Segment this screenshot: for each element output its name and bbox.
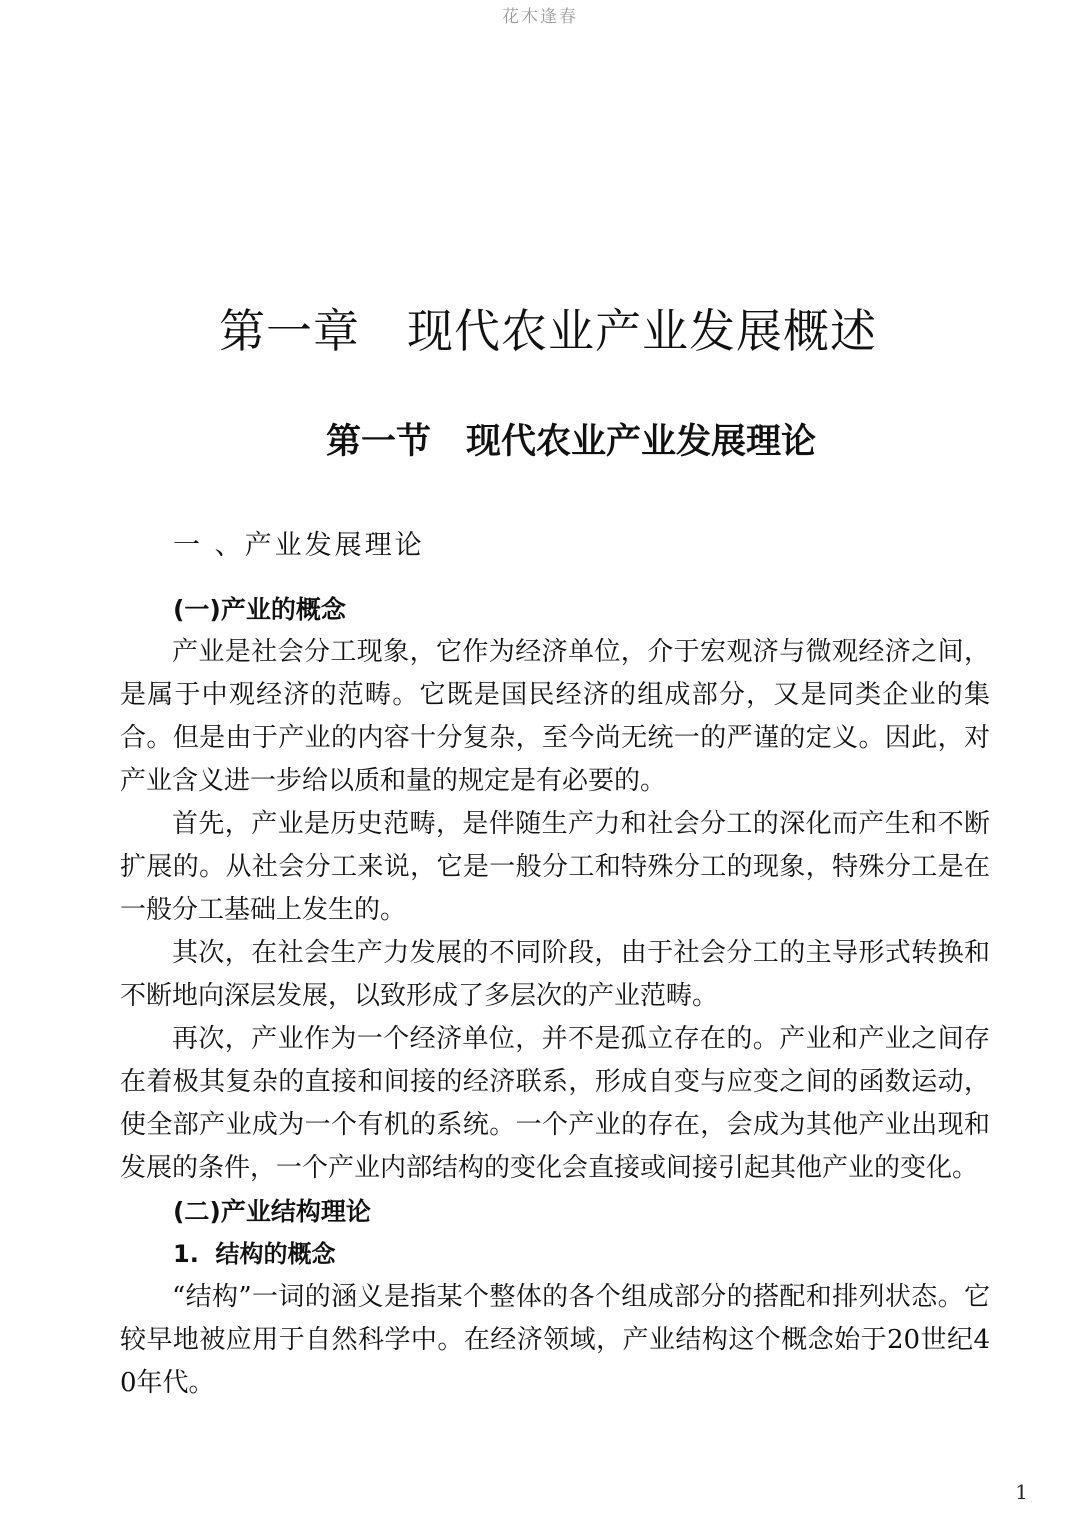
- paragraph: 产业是社会分工现象，它作为经济单位，介于宏观济与微观经济之间，是属于中观经济的范畴。它既是国民经济的组成部分，又是同类企业的集合。但是由于产业的内容十分复杂，至今尚无统一的严谨的定义。因此，对产业含义进一步给以质和量的规定是有必要的。: [120, 637, 990, 796]
- section-title: 第一节 现代农业产业发展理论: [325, 422, 816, 462]
- watermark: 花木逢春: [502, 7, 578, 27]
- paragraph: 再次，产业作为一个经济单位，并不是孤立存在的。产业和产业之间存在着极其复杂的直接和间接的经济联系，形成自变与应变之间的函数运动，使全部产业成为一个有机的系统。一个产业的存在，会成为其他产业出现和发展的条件，一个产业内部结构的变化会直接或间接引起其他产业的变化。: [120, 1024, 990, 1183]
- body-text: [120, 588, 990, 1405]
- subsection-heading-structure: (二)产业结构理论: [173, 1197, 371, 1226]
- paragraph: 其次，在社会生产力发展的不同阶段，由于社会分工的主导形式转换和不断地向深层发展，以致形成了多层次的产业范畴。: [120, 938, 990, 1011]
- page-number: 1: [1015, 1480, 1028, 1504]
- chapter-title: 第一章 现代农业产业发展概述: [219, 304, 877, 358]
- part-heading: 一 、产业发展理论: [173, 530, 425, 561]
- item-heading-structure-concept: 1. 结构的概念: [173, 1240, 336, 1268]
- paragraph: 首先，产业是历史范畴，是伴随生产力和社会分工的深化而产生和不断扩展的。从社会分工来说，它是一般分工和特殊分工的现象，特殊分工是在一般分工基础上发生的。: [120, 809, 990, 925]
- subsection-heading-concept: (一)产业的概念: [173, 595, 346, 624]
- paragraph: “结构”一词的涵义是指某个整体的各个组成部分的搭配和排列状态。它较早地被应用于自然科学中。在经济领域，产业结构这个概念始于20世纪40年代。: [120, 1282, 990, 1398]
